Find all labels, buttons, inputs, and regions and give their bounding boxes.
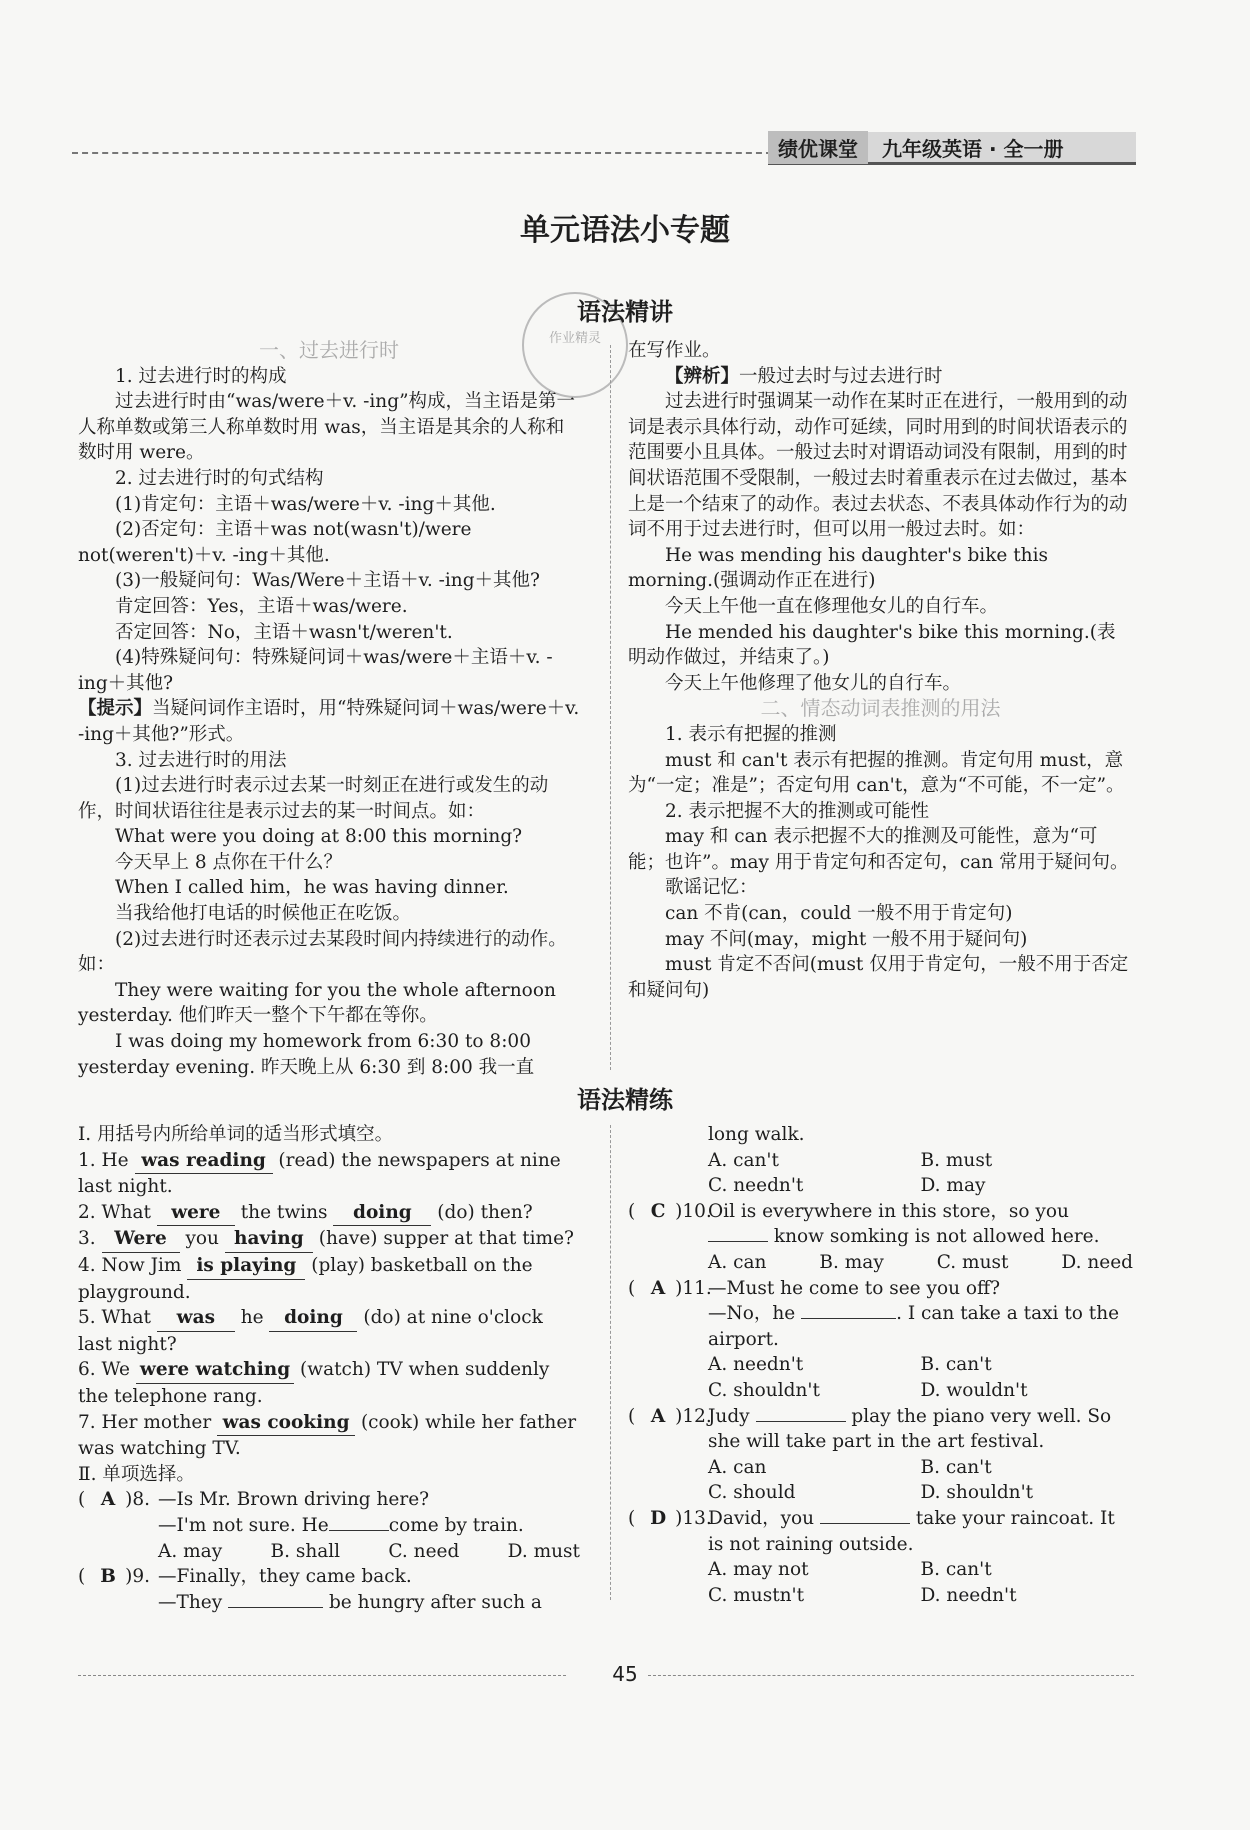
question-12: ( A )12. Judy play the piano very well. So she will take part in the art festival. A. can B. can't C. should D. shouldn't (628, 1405, 1112, 1504)
choice-answer[interactable]: D (650, 1507, 667, 1529)
text-line: 今天上午他一直在修理他女儿的自行车。 (665, 595, 999, 617)
answer-blank[interactable]: Were (102, 1226, 180, 1253)
answer-blank[interactable]: was cooking (217, 1410, 355, 1437)
section-title-practice: 语法精练 (577, 1086, 673, 1114)
column-divider (610, 345, 611, 1070)
text-line: must 和 can't 表示有把握的推测。肯定句用 must，意为“一定；准是”；否定句用 can't，意为“不可能，不一定”。 (628, 749, 1125, 797)
subheading-modal-verbs: 二、情态动词表推测的用法 (760, 696, 1001, 721)
answer-blank[interactable]: was (157, 1305, 235, 1332)
text-line: When I called him，he was having dinner. (115, 877, 509, 899)
page-title: 单元语法小专题 (520, 213, 730, 248)
answer-blank[interactable]: having (225, 1226, 313, 1253)
exercise-column-divider (610, 1125, 611, 1600)
choice-answer[interactable]: A (650, 1277, 666, 1299)
answer-blank[interactable]: doing (333, 1200, 431, 1227)
text-line: may 不问(may，might 一般不用于疑问句) (665, 928, 1028, 950)
text-line: 在写作业。 (628, 340, 721, 361)
text-line: (2)否定句：主语＋was not(wasn't)/were not(weren't)＋v. -ing＋其他. (78, 519, 472, 566)
tip-tag: 【提示】 (78, 698, 153, 720)
question-3: 3. Were you having (have) supper at that time? (78, 1226, 580, 1253)
tip-paragraph (78, 696, 580, 747)
footer-divider-right (648, 1675, 1134, 1676)
text-line: 否定回答：No，主语＋wasn't/weren't. (115, 621, 453, 643)
brand-label: 绩优课堂 (768, 131, 868, 164)
subheading-past-continuous: 一、过去进行时 (259, 338, 399, 362)
answer-blank[interactable]: was reading (135, 1148, 273, 1175)
choice-answer[interactable]: C (650, 1200, 666, 1222)
text-line: He was mending his daughter's bike this morning.(强调动作正在进行) (628, 544, 1048, 592)
question-4: 4. Now Jim is playing (play) basketball on the playground. (78, 1254, 533, 1303)
text-line: 1. 过去进行时的构成 (115, 365, 287, 387)
answer-blank[interactable]: is playing (187, 1253, 305, 1280)
question-8: ( A )8. —Is Mr. Brown driving here? —I'm not sure. He come by train. A. may B. shall C. need D. must (78, 1489, 580, 1562)
text-line: (3)一般疑问句：Was/Were＋主语＋v. -ing＋其他? (115, 570, 540, 592)
text-line: 过去进行时强调某一动作在某时正在进行，一般用到的动词是表示具体行动，动作可延续，同时用到的时间状语表示的范围要小且具体。一般过去时对谓语动词没有限制，用到的时间状语范围不受限制，一般过去时着重表示在过去做过，基本上是一个结束了的动作。表过去状态、不表具体动作行为的动词不用于过去进行时，但可以用一般过去时。如： (628, 391, 1128, 541)
text-line: (2)过去进行时还表示过去某段时间内持续进行的动作。如： (78, 928, 567, 976)
text-line: 今天上午他修理了他女儿的自行车。 (665, 672, 962, 694)
question-10: ( C )10. Oil is everywhere in this store，so you know somking is not allowed here. A. can B. may C. must D. need (628, 1200, 1133, 1273)
exercise-right-column: long walk. A. can't B. must C. needn't D. may ( C )10. Oil is everywhere in this store，so you know somking is not allowed here. A. can B. may C. must D. need ( A )11. —Must he come to see you off? —No，he . I can take a taxi to the airport. A. needn't B. can't C. shouldn't D. wouldn't ( A )12. Judy play the piano very well. So she will take part in the art festival. A. can B. can't C. should D. shouldn't ( D )13. David，you take your raincoat. It is not raining outside. A. may not B. can't C. mustn't D. needn't (628, 1122, 1133, 1608)
text-line: can 不肯(can，could 一般不用于肯定句) (665, 903, 1013, 925)
analysis-tag: 【辨析】 (665, 365, 740, 387)
choice-answer[interactable]: B (100, 1566, 116, 1588)
question-6: 6. We were watching (watch) TV when suddenly the telephone rang. (78, 1359, 550, 1407)
text-line: (1)过去进行时表示过去某一时刻正在进行或发生的动作，时间状语往往是表示过去的某一时间点。如： (78, 775, 549, 822)
question-11: ( A )11. —Must he come to see you off? —No，he . I can take a taxi to the airport. A. needn't B. can't C. shouldn't D. wouldn't (628, 1277, 1120, 1401)
text-line: 3. 过去进行时的用法 (115, 749, 287, 771)
answer-blank[interactable]: doing (269, 1305, 357, 1332)
text-line: (1)肯定句：主语＋was/were＋v. -ing＋其他. (115, 493, 496, 515)
question-1: 1. He was reading (read) the newspapers at nine last night. (78, 1149, 561, 1198)
part-heading: Ⅰ. 用括号内所给单词的适当形式填空。 (78, 1124, 394, 1145)
text-line: 2. 过去进行时的句式结构 (115, 467, 324, 489)
answer-blank[interactable]: were (157, 1200, 235, 1227)
page-number: 45 (612, 1662, 638, 1686)
text-line: (4)特殊疑问句：特殊疑问词＋was/were＋主语＋v. -ing＋其他? (78, 647, 553, 694)
text-line: 一般过去时与过去进行时 (739, 365, 943, 387)
text-line: 1. 表示有把握的推测 (665, 723, 837, 745)
text-line: may 和 can 表示把握不大的推测及可能性，意为“可能；也许”。may 用于肯定句和否定句，can 常用于疑问句。 (628, 826, 1129, 873)
text-line: 今天早上 8 点你在干什么？ (115, 851, 343, 873)
text-line: must 肯定不否问(must 仅用于肯定句，一般不用于否定和疑问句) (628, 954, 1129, 1001)
text-line: 当我给他打电话的时候他正在吃饭。 (115, 903, 412, 925)
tip-text: 当疑问词作主语时，用“特殊疑问词＋was/were＋v. -ing＋其他?”形式。 (78, 698, 580, 745)
section-title-explanation: 语法精讲 (577, 298, 673, 326)
book-label: 九年级英语 · 全一册 (882, 136, 1064, 161)
grammar-right-column (628, 338, 1133, 1003)
text-line: 过去进行时由“was/were＋v. -ing”构成，当主语是第一人称单数或第三人称单数时用 was，当主语是其余的人称和数时用 were。 (78, 391, 576, 464)
text-line: He mended his daughter's bike this morning.(表明动作做过，并结束了。) (628, 621, 1116, 669)
question-5: 5. What was he doing (do) at nine o'clock last night? (78, 1307, 543, 1355)
header-divider (72, 152, 772, 154)
question-7: 7. Her mother was cooking (cook) while her father was watching TV. (78, 1411, 577, 1460)
text-line: I was doing my homework from 6:30 to 8:00 yesterday evening. 昨天晚上从 6:30 到 8:00 我一直 (78, 1031, 535, 1078)
text-line: 歌谣记忆： (665, 877, 758, 899)
answer-blank[interactable]: were watching (136, 1357, 294, 1384)
choice-answer[interactable]: A (650, 1405, 666, 1427)
part-heading: Ⅱ. 单项选择。 (78, 1463, 195, 1485)
exercise-left-column (78, 1122, 580, 1615)
text-line: What were you doing at 8:00 this morning? (115, 826, 523, 848)
question-13: ( D )13. David，you take your raincoat. It is not raining outside. A. may not B. can't C. mustn't D. needn't (628, 1507, 1115, 1606)
grammar-left-column (78, 338, 580, 1080)
text-line: 2. 表示把握不大的推测或可能性 (665, 800, 930, 822)
question-9: ( B )9. —Finally，they came back. —They be hungry after such a (78, 1566, 542, 1613)
choice-answer[interactable]: A (100, 1489, 116, 1511)
watermark-stamp: 作业精灵 (522, 292, 628, 398)
header-banner (768, 132, 1136, 165)
text-line: They were waiting for you the whole afternoon yesterday. 他们昨天一整个下午都在等你。 (78, 979, 556, 1027)
question-2: 2. What were the twins doing (do) then? (78, 1200, 580, 1227)
text-line: 肯定回答：Yes，主语＋was/were. (115, 595, 408, 617)
